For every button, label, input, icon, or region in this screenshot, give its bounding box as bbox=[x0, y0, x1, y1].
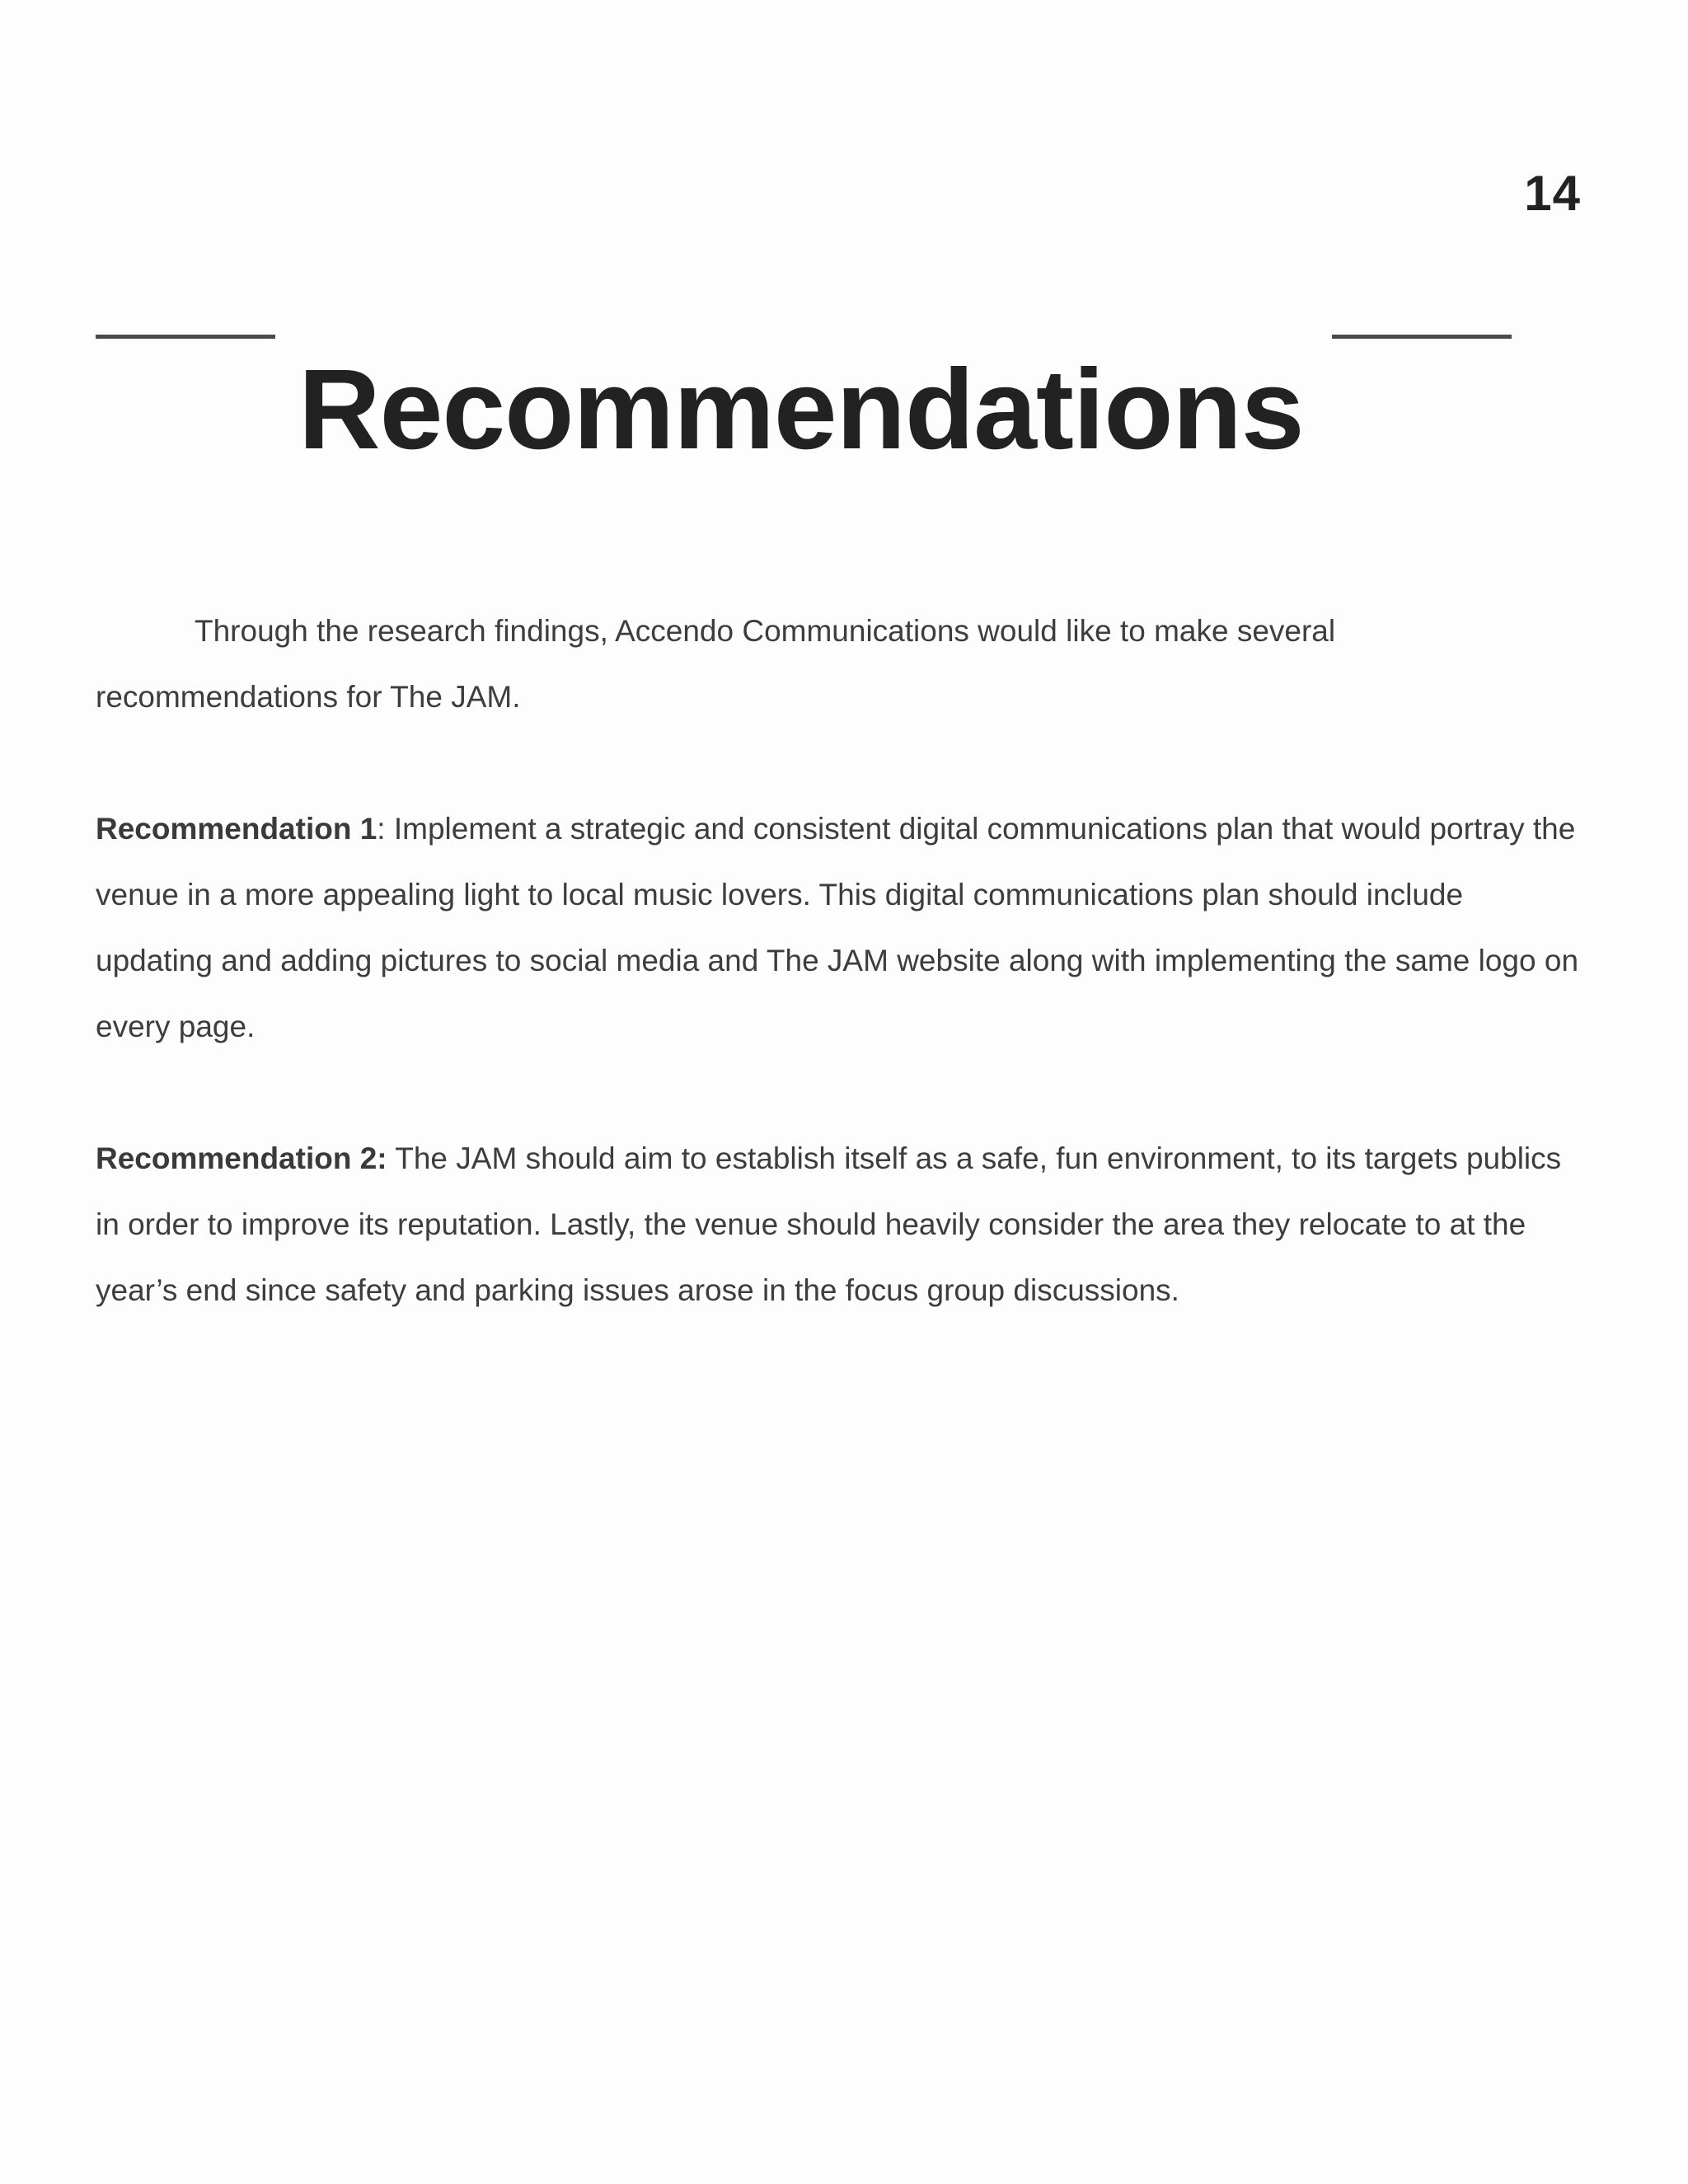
recommendation-1-label: Recommendation 1 bbox=[96, 812, 377, 846]
body-text bbox=[96, 598, 1584, 1390]
recommendation-1-separator: : bbox=[377, 812, 394, 846]
recommendation-2-paragraph bbox=[96, 1126, 1584, 1324]
title-rule-left bbox=[96, 335, 275, 339]
page-title: Recommendations bbox=[298, 346, 1304, 474]
intro-paragraph: Through the research findings, Accendo Communications would like to make several recommendations for The JAM. bbox=[96, 614, 1336, 714]
recommendation-2-text: The JAM should aim to establish itself as a safe, fun environment, to its targets publics in order to improve its reputation. Lastly, the venue should heavily consider the area they relocate to at the year’s end since safety and parking issues arose in the focus group discussions. bbox=[96, 1141, 1562, 1307]
recommendation-2-label: Recommendation 2: bbox=[96, 1141, 387, 1175]
title-row bbox=[96, 272, 1517, 474]
page-number: 14 bbox=[1524, 166, 1581, 221]
recommendation-1-text: Implement a strategic and consistent digital communications plan that would portray the venue in a more appealing light to local music lovers. This digital communications plan should include updating and adding pictures to social media and The JAM website along with implementing the same logo on every page. bbox=[96, 812, 1579, 1043]
recommendation-1-paragraph bbox=[96, 796, 1584, 1060]
recommendation-2-separator bbox=[387, 1141, 396, 1175]
title-rule-right bbox=[1332, 335, 1512, 339]
